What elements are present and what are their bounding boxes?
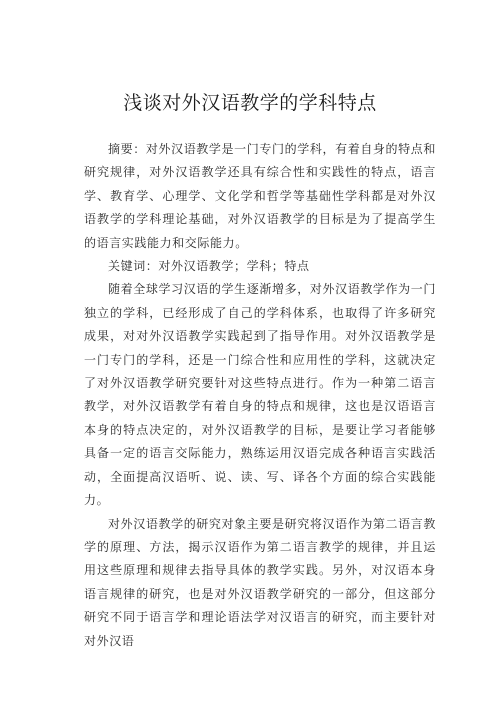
body-paragraph-2: 对外汉语教学的研究对象主要是研究将汉语作为第二语言教学的原理、方法，揭示汉语作为第二语言教学的规律，并且运用这些原理和规律去指导具体的教学实践。另外，对汉语本身语言规律的研究，也是对外汉语教学研究的一部分，但这部分研究不同于语言学和理论语法学对汉语言的研究，而主要针对对外汉语: [84, 516, 436, 648]
document-body: [84, 138, 436, 653]
abstract-paragraph: 摘要：对外汉语教学是一门专门的学科，有着自身的特点和研究规律，对外汉语教学还具有综合性和实践性的特点，语言学、教育学、心理学、文化学和哲学等基础性学科都是对外汉语教学的学科理论基础，对外汉语教学的目标是为了提高学生的语言实践能力和交际能力。: [84, 142, 436, 250]
keywords-line: 关键词：对外汉语教学；学科；特点: [108, 259, 310, 274]
document-title: 浅谈对外汉语教学的学科特点: [123, 92, 377, 114]
body-paragraph-1: 随着全球学习汉语的学生逐渐增多，对外汉语教学作为一门独立的学科，已经形成了自己的学科体系，也取得了许多研究成果，对对外汉语教学实践起到了指导作用。对外汉语教学是一门专门的学科，还是一门综合性和应用性的学科，这就决定了对外汉语教学研究要针对这些特点进行。作为一种第二语言教学，对外汉语教学有着自身的特点和规律，这也是汉语语言本身的特点决定的，对外汉语教学的目标，是要让学习者能够具备一定的语言交际能力，熟练运用汉语完成各种语言实践活动，全面提高汉语听、说、读、写、译各个方面的综合实践能力。: [84, 282, 436, 508]
